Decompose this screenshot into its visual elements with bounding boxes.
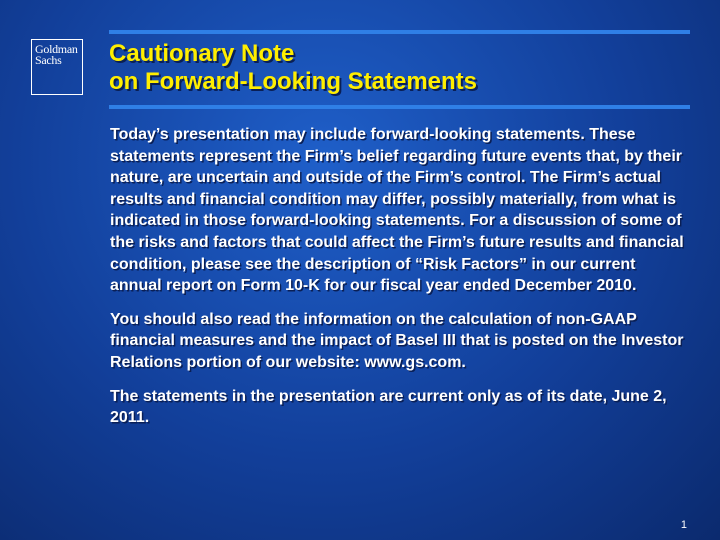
slide-body <box>110 124 690 441</box>
slide-title <box>109 40 477 96</box>
page-number: 1 <box>680 519 687 531</box>
paragraph-non-gaap: You should also read the information on the calculation of non-GAAP financial measures and the impact of Basel III that is posted on the Investor Relations portion of our website: www.gs.com. <box>110 310 684 371</box>
paragraph-forward-looking: Today’s presentation may include forward-looking statements. These statements represent the Firm’s belief regarding future events that, by their nature, are uncertain and outside of the Firm’s control. The Firm’s actual results and financial condition may differ, possibly materially, from what is indicated in those forward-looking statements. For a discussion of some of the risks and factors that could affect the Firm’s future results and financial condition, please see the description of “Risk Factors” in our current annual report on Form 10-K for our fiscal year ended December 2010. <box>110 126 684 295</box>
goldman-sachs-logo <box>31 39 83 95</box>
slide-title-line-1: Cautionary Note <box>109 40 295 67</box>
logo-line-2: Sachs <box>35 53 62 67</box>
logo-line-1: Goldman <box>35 42 78 56</box>
title-top-rule <box>109 30 690 34</box>
title-bottom-rule <box>109 105 690 109</box>
paragraph-date: The statements in the presentation are current only as of its date, June 2, 2011. <box>110 387 667 427</box>
slide-title-line-2: on Forward-Looking Statements <box>109 68 478 95</box>
